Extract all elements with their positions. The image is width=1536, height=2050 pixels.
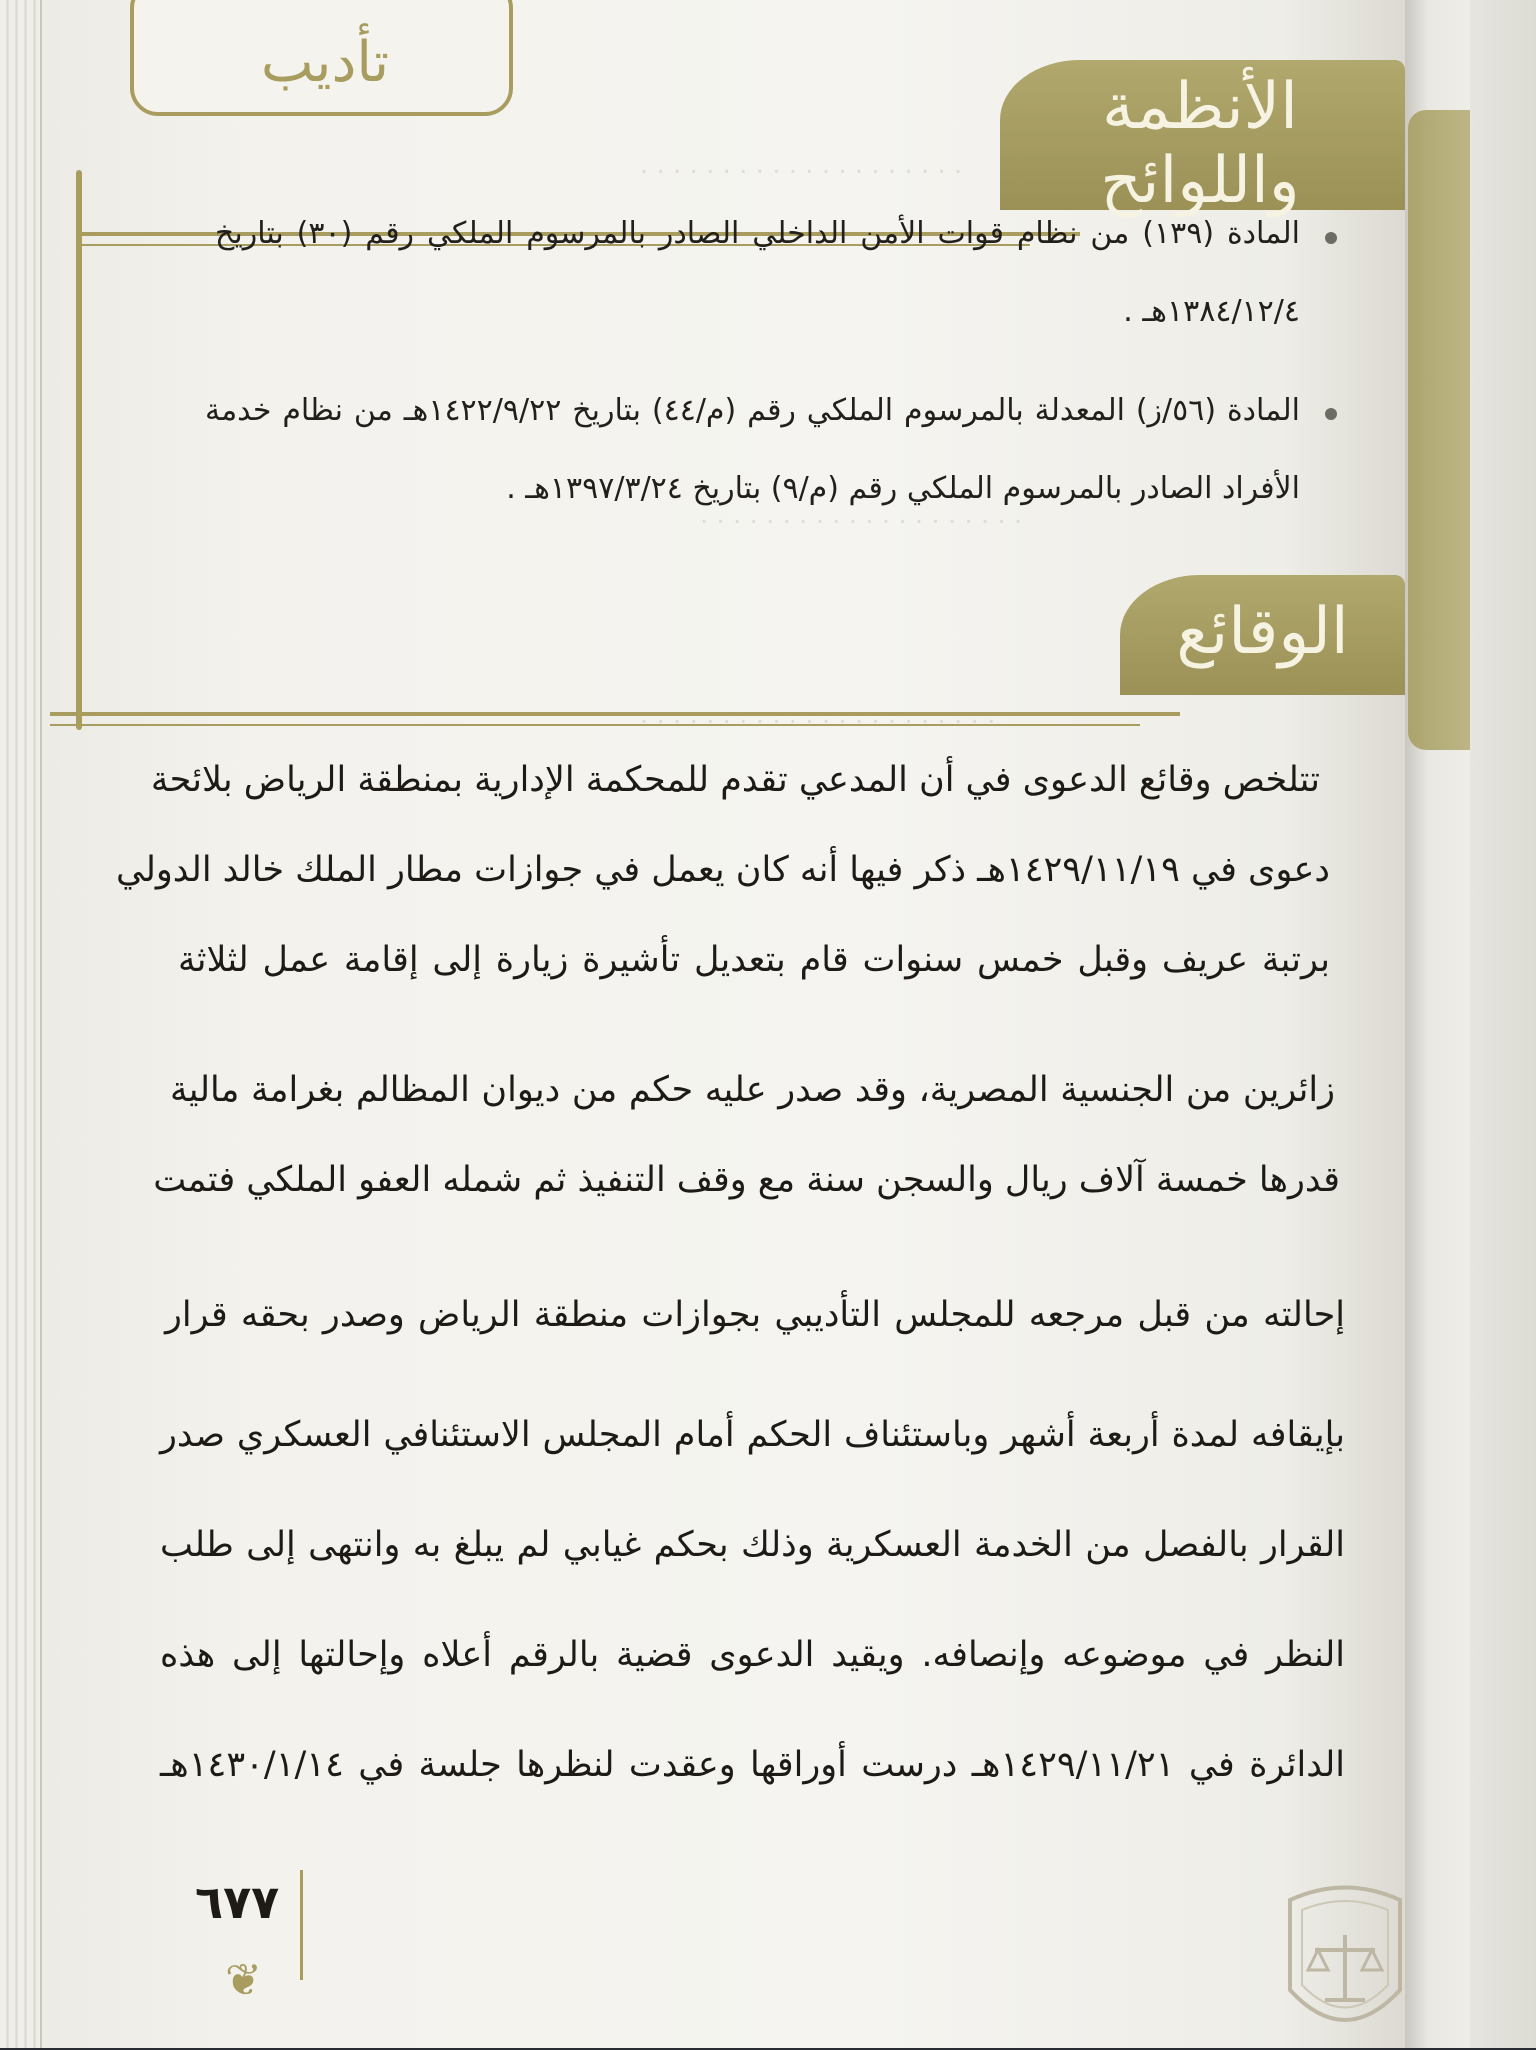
- facts-line: دعوى في ١٤٢٩/١١/١٩هـ ذكر فيها أنه كان يعمل في جوازات مطار الملك خالد الدولي: [116, 850, 1330, 890]
- section-title: الوقائع: [1176, 595, 1349, 669]
- page-number-rule: [300, 1870, 303, 1980]
- header-tab-title: تأديب: [260, 30, 390, 95]
- facts-line: الدائرة في ١٤٢٩/١١/٢١هـ درست أوراقها وعقدت لنظرها جلسة في ١٤٣٠/١/١٤هـ: [160, 1745, 1345, 1785]
- gold-vertical-rule: [76, 170, 82, 730]
- bullet-icon: [1325, 232, 1337, 244]
- show-through-text: . . . . . . . . . . . . . . . . . . . .: [700, 500, 1023, 530]
- far-page-edge: [1470, 0, 1536, 2048]
- show-through-text: . . . . . . . . . . . . . . . . . . . .: [640, 150, 963, 180]
- section-rule: [50, 712, 1180, 716]
- bullet-icon: [1325, 408, 1337, 420]
- facts-line: تتلخص وقائع الدعوى في أن المدعي تقدم للمحكمة الإدارية بمنطقة الرياض بلائحة: [150, 760, 1320, 800]
- list-item: المادة (٥٦/ز) المعدلة بالمرسوم الملكي رقم (م/٤٤) بتاريخ ١٤٢٢/٩/٢٢هـ من نظام خدمة الأفراد الصادر بالمرسوم الملكي رقم (م/٩) بتاريخ ١٣٩٧/٣/٢٤هـ .: [205, 393, 1300, 506]
- facts-line: زائرين من الجنسية المصرية، وقد صدر عليه حكم من ديوان المظالم بغرامة مالية: [170, 1070, 1335, 1110]
- list-item: المادة (١٣٩) من نظام قوات الأمن الداخلي الصادر بالمرسوم الملكي رقم (٣٠) بتاريخ ١٣٨٤/١٢/٤هـ .: [215, 216, 1300, 329]
- facts-line: إحالته من قبل مرجعه للمجلس التأديبي بجوازات منطقة الرياض وصدر بحقه قرار: [165, 1295, 1345, 1335]
- section-rule: [50, 724, 1140, 726]
- emblem-icon: [1280, 1880, 1410, 2050]
- facts-line: القرار بالفصل من الخدمة العسكرية وذلك بحكم غيابي لم يبلغ به وانتهى إلى طلب: [160, 1525, 1345, 1565]
- page-number: ٦٧٧: [195, 1875, 280, 1929]
- facts-line: بإيقافه لمدة أربعة أشهر وباستئناف الحكم أمام المجلس الاستئنافي العسكري صدر: [160, 1415, 1345, 1455]
- section-title: الأنظمة واللوائح: [1100, 70, 1300, 218]
- ornament-icon: ❦: [225, 1955, 262, 2006]
- facts-line: النظر في موضوعه وإنصافه. ويقيد الدعوى قضية بالرقم أعلاه وإحالتها إلى هذه: [160, 1635, 1345, 1675]
- facts-line: برتبة عريف وقبل خمس سنوات قام بتعديل تأشيرة زيارة إلى إقامة عمل لثلاثة: [178, 940, 1330, 980]
- facts-line: قدرها خمسة آلاف ريال والسجن سنة مع وقف التنفيذ ثم شمله العفو الملكي فتمت: [153, 1160, 1340, 1200]
